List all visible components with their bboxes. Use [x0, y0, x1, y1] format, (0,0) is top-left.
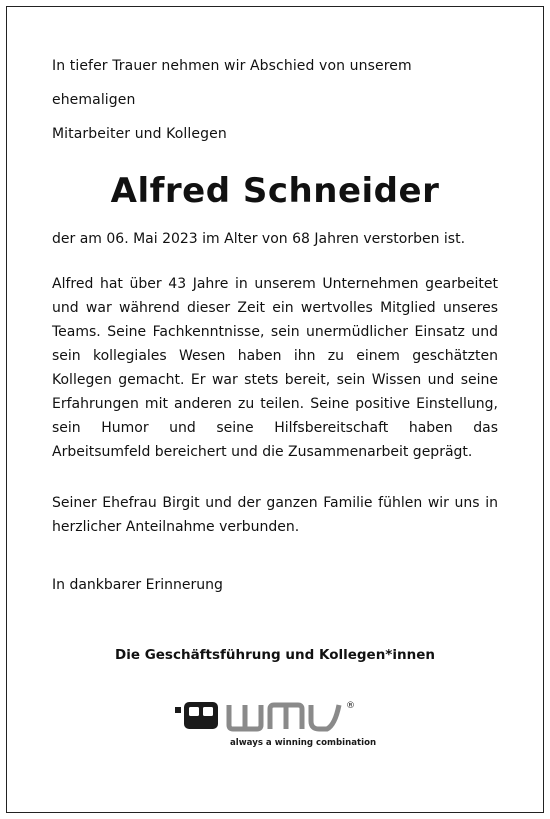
- obituary-content: [52, 49, 498, 665]
- deceased-name: Alfred Schneider: [110, 171, 440, 211]
- death-notice: der am 06. Mai 2023 im Alter von 68 Jahren verstorben ist.: [52, 231, 466, 247]
- wmv-wordmark: [229, 705, 339, 729]
- signature: Die Geschäftsführung und Kollegen*innen: [115, 647, 435, 663]
- tribute-paragraph: Alfred hat über 43 Jahre in unserem Unternehmen gearbeitet und war während dieser Zeit ein wertvolles Mitglied unseres Teams. Seine Fachkenntnisse, sein unermüdlicher Einsatz und sein kollegiales Wesen haben ihn zu einem geschätzten Kollegen gemacht. Er war stets bereit, sein Wissen und seine Erfahrungen mit anderen zu teilen. Seine positive Einstellung, sein Humor und seine Hilfsbereitschaft haben das Arbeitsumfeld bereichert und die Zusammenarbeit geprägt.: [52, 276, 498, 460]
- wmv-logo: [175, 697, 385, 749]
- logo-tagline: always a winning combination: [230, 738, 377, 748]
- closing-line: In dankbarer Erinnerung: [52, 577, 223, 593]
- registered-mark: ®: [346, 701, 355, 711]
- intro-line: Mitarbeiter und Kollegen: [52, 126, 227, 142]
- wmv-emblem-icon: [175, 702, 218, 729]
- condolence-paragraph: Seiner Ehefrau Birgit und der ganzen Familie fühlen wir uns in herzlicher Anteilnahme verbunden.: [52, 495, 498, 535]
- intro-line: In tiefer Trauer nehmen wir Abschied von unserem ehemaligen: [52, 58, 412, 108]
